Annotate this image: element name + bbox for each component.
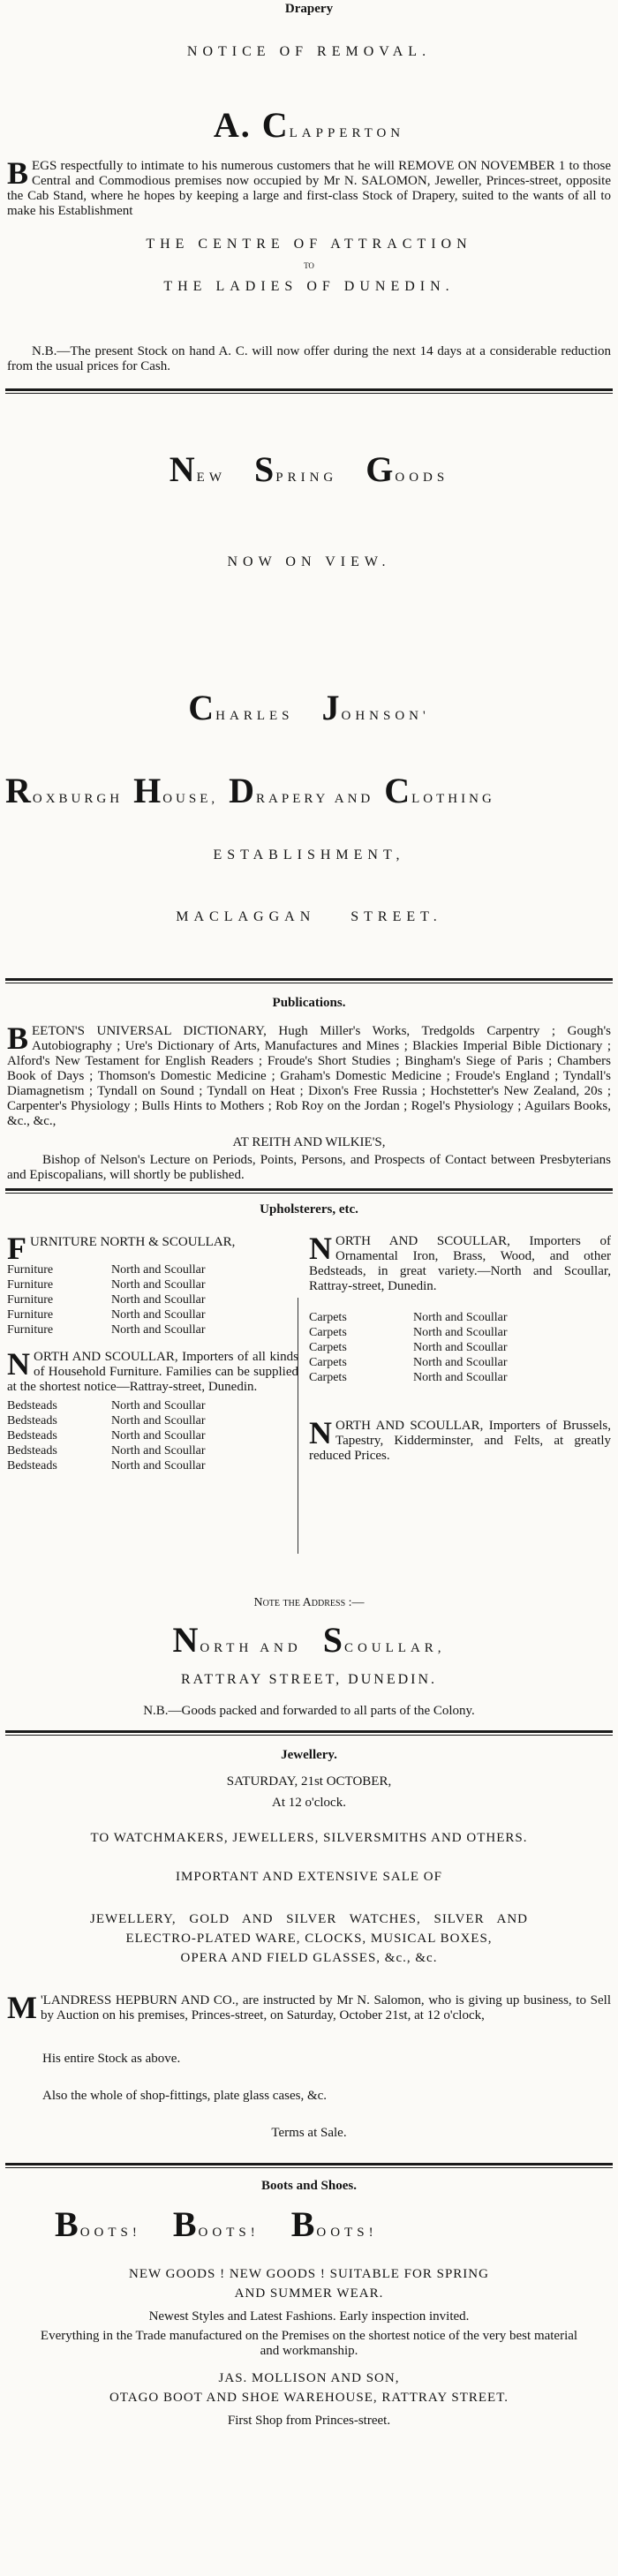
- list-item: [309, 1310, 611, 1325]
- ornamental-iron-notice: NORTH AND SCOULLAR, Importers of Ornamental Iron, Brass, Wood, and other Bedsteads, in great variety.—North and Scoullar, Rattray-street, Dunedin.: [309, 1231, 611, 1293]
- firm-label: North and Scoullar: [111, 1323, 206, 1337]
- spring-establishment: ESTABLISHMENT,: [213, 847, 405, 862]
- divider: [5, 1188, 613, 1194]
- item-label: Furniture: [7, 1263, 54, 1277]
- firm-label: North and Scoullar: [111, 1414, 206, 1427]
- drapery-nb: N.B.—The present Stock on hand A. C. will now offer during the next 14 days at a considerable reduction from the usual prices for Cash.: [7, 344, 611, 373]
- item-label: Bedsteads: [7, 1459, 57, 1473]
- boots-new-goods: NEW GOODS ! NEW GOODS ! SUITABLE FOR SPRING: [129, 2267, 489, 2281]
- firm-label: North and Scoullar: [413, 1356, 508, 1369]
- publications-reith: AT REITH AND WILKIE'S,: [232, 1135, 386, 1149]
- firm-label: North and Scoullar: [111, 1293, 206, 1307]
- firm-label: North and Scoullar: [413, 1311, 508, 1324]
- list-item: [309, 1355, 611, 1370]
- jewellery-header: Jewellery.: [281, 1748, 337, 1762]
- drapery-notice: NOTICE OF REMOVAL.: [186, 44, 432, 59]
- list-item: [7, 1307, 298, 1322]
- boots-warehouse: OTAGO BOOT AND SHOE WAREHOUSE, RATTRAY STREET.: [109, 2391, 509, 2405]
- jewellery-time: At 12 o'clock.: [272, 1796, 346, 1810]
- household-furniture-notice: NORTH AND SCOULLAR, Importers of all kinds of Household Furniture. Families can be supplied at the shortest notice—Rattray-street, Dunedin.: [7, 1346, 298, 1394]
- list-item: [7, 1262, 298, 1277]
- spring-now: NOW ON VIEW.: [227, 554, 391, 569]
- item-label: Carpets: [309, 1326, 347, 1339]
- address-street: RATTRAY STREET, DUNEDIN.: [180, 1672, 438, 1687]
- firm-label: North and Scoullar: [111, 1278, 206, 1292]
- boots-firm: JAS. MOLLISON AND SON,: [218, 2371, 400, 2385]
- spring-johnson: CHARLES JOHNSON': [188, 688, 430, 727]
- firm-label: North and Scoullar: [111, 1459, 206, 1473]
- jewellery-terms: Terms at Sale.: [271, 2126, 347, 2140]
- list-item: [7, 1292, 298, 1307]
- boots-summer-wear: AND SUMMER WEAR.: [234, 2286, 384, 2301]
- firm-label: North and Scoullar: [111, 1444, 206, 1457]
- jewellery-auction: M 'LANDRESS HEPBURN AND CO., are instructed by Mr N. Salomon, who is giving up business, to Sell by Auction on his premises, Princes-street, on Saturday, October 21st, at 12 o'clock,: [7, 1990, 611, 2025]
- item-label: Furniture: [7, 1278, 54, 1292]
- drapery-ladies: THE LADIES OF DUNEDIN.: [163, 279, 455, 294]
- boots-headline: BOOTS! BOOTS! BOOTS!: [55, 2204, 378, 2244]
- firm-label: North and Scoullar: [111, 1308, 206, 1322]
- item-label: Furniture: [7, 1308, 54, 1322]
- spring-headline: NEW SPRING GOODS: [169, 449, 449, 489]
- upholsterers-nb: N.B.—Goods packed and forwarded to all parts of the Colony.: [143, 1704, 475, 1718]
- upholsterers-right-column: [309, 1231, 611, 1464]
- divider: [5, 2163, 613, 2168]
- spring-street: MACLAGGAN STREET.: [176, 909, 442, 924]
- list-item: [309, 1340, 611, 1355]
- address-firm: NORTH AND SCOULLAR,: [172, 1620, 446, 1660]
- boots-styles: Newest Styles and Latest Fashions. Early inspection invited.: [148, 2309, 470, 2324]
- firm-label: North and Scoullar: [413, 1326, 508, 1339]
- furniture-heading: FURNITURE NORTH & SCOULLAR,: [7, 1231, 236, 1266]
- brussels-notice: NORTH AND SCOULLAR, Importers of Brussels, Tapestry, Kidderminster, and Felts, at greatly reduced Prices.: [309, 1415, 611, 1463]
- jewellery-sale: IMPORTANT AND EXTENSIVE SALE OF: [176, 1870, 442, 1884]
- list-item: [7, 1277, 298, 1292]
- drapery-to: TO: [304, 261, 314, 270]
- jewellery-goods-2: ELECTRO-PLATED WARE, CLOCKS, MUSICAL BOXES,: [125, 1932, 493, 1946]
- item-label: Furniture: [7, 1293, 54, 1307]
- list-item: [7, 1413, 298, 1428]
- drapery-header: Drapery: [284, 2, 334, 16]
- divider: [5, 388, 613, 394]
- jewellery-stock: His entire Stock as above.: [42, 2052, 181, 2066]
- item-label: Bedsteads: [7, 1414, 57, 1427]
- item-label: Carpets: [309, 1371, 347, 1384]
- item-label: Carpets: [309, 1341, 347, 1354]
- firm-label: North and Scoullar: [413, 1341, 508, 1354]
- list-item: [7, 1322, 298, 1337]
- drapery-centre: THE CENTRE OF ATTRACTION: [146, 237, 472, 252]
- divider: [5, 1730, 613, 1736]
- firm-label: North and Scoullar: [111, 1399, 206, 1412]
- furniture-list: [7, 1262, 298, 1337]
- list-item: [309, 1325, 611, 1340]
- item-label: Furniture: [7, 1323, 54, 1337]
- list-item: [7, 1443, 298, 1458]
- list-item: [309, 1370, 611, 1385]
- item-label: Carpets: [309, 1356, 347, 1369]
- item-label: Carpets: [309, 1311, 347, 1324]
- list-item: [7, 1458, 298, 1473]
- firm-label: North and Scoullar: [413, 1371, 508, 1384]
- spring-roxburgh: ROXBURGH HOUSE, DRAPERY AND CLOTHING: [5, 771, 495, 810]
- upholsterers-left-column: [7, 1231, 298, 1473]
- firm-label: North and Scoullar: [111, 1429, 206, 1442]
- column-divider: [298, 1298, 299, 1554]
- jewellery-goods-1: JEWELLERY, GOLD AND SILVER WATCHES, SILVER AND: [89, 1912, 529, 1926]
- jewellery-date: SATURDAY, 21st OCTOBER,: [226, 1774, 392, 1789]
- divider: [5, 978, 613, 983]
- firm-label: North and Scoullar: [111, 1263, 206, 1277]
- drapery-name: A. CLAPPERTON: [213, 105, 405, 145]
- upholsterers-header: Upholsterers, etc.: [260, 1202, 358, 1216]
- boots-first-shop: First Shop from Princes-street.: [227, 2414, 391, 2428]
- jewellery-goods-3: OPERA AND FIELD GLASSES, &c., &c.: [180, 1951, 438, 1965]
- jewellery-to: TO WATCHMAKERS, JEWELLERS, SILVERSMITHS AND OTHERS.: [90, 1831, 528, 1845]
- carpets-list: [309, 1310, 611, 1385]
- list-item: [7, 1428, 298, 1443]
- bedsteads-list: [7, 1398, 298, 1473]
- list-item: [7, 1398, 298, 1413]
- publications-body: BEETON'S UNIVERSAL DICTIONARY, Hugh Miller's Works, Tredgolds Carpentry ; Gough's Autobiography ; Ure's Dictionary of Arts, Manufactures and Mines ; Blackies Imperial Bible Dictionary ; Alford's New Testament for English Readers ; Froude's Short Studies ; Bingham's Siege of Paris ; Chambers Book of Days ; Thomson's Domestic Medicine ; Graham's Domestic Medicine ; Froude's England ; Tyndall's Diamagnetism ; Tyndall on Sound ; Tyndall on Heat ; Dixon's Free Russia ; Hochstetter's New Zealand, 20s ; Carpenter's Physiology ; Bulls Hints to Mothers ; Rob Roy on the Jordan ; Rogel's Physiology ; Aguilars Books, &c., &c.,: [7, 1021, 611, 1128]
- item-label: Bedsteads: [7, 1399, 57, 1412]
- publications-header: Publications.: [272, 996, 346, 1010]
- item-label: Bedsteads: [7, 1429, 57, 1442]
- boots-everything: Everything in the Trade manufactured on the Premises on the shortest notice of the very best material and workmanship.: [40, 2329, 578, 2358]
- jewellery-fittings: Also the whole of shop-fittings, plate glass cases, &c.: [42, 2089, 328, 2103]
- drapery-body: BEGS respectfully to intimate to his numerous customers that he will REMOVE ON NOVEMBER 1 to those Central and Commodious premises now occupied by Mr N. SALOMON, Jeweller, Princes-street, opposite the Cab Stand, where he hopes by keeping a large and first-class Stock of Drapery, suited to the wants of all to make his Establishment: [7, 155, 611, 218]
- boots-header: Boots and Shoes.: [261, 2179, 357, 2193]
- address-note: Note the Address :—: [253, 1596, 365, 1609]
- item-label: Bedsteads: [7, 1444, 57, 1457]
- publications-bishop: Bishop of Nelson's Lecture on Periods, Points, Persons, and Prospects of Contact between Presbyterians and Episcopalians, will shortly be published.: [7, 1153, 611, 1182]
